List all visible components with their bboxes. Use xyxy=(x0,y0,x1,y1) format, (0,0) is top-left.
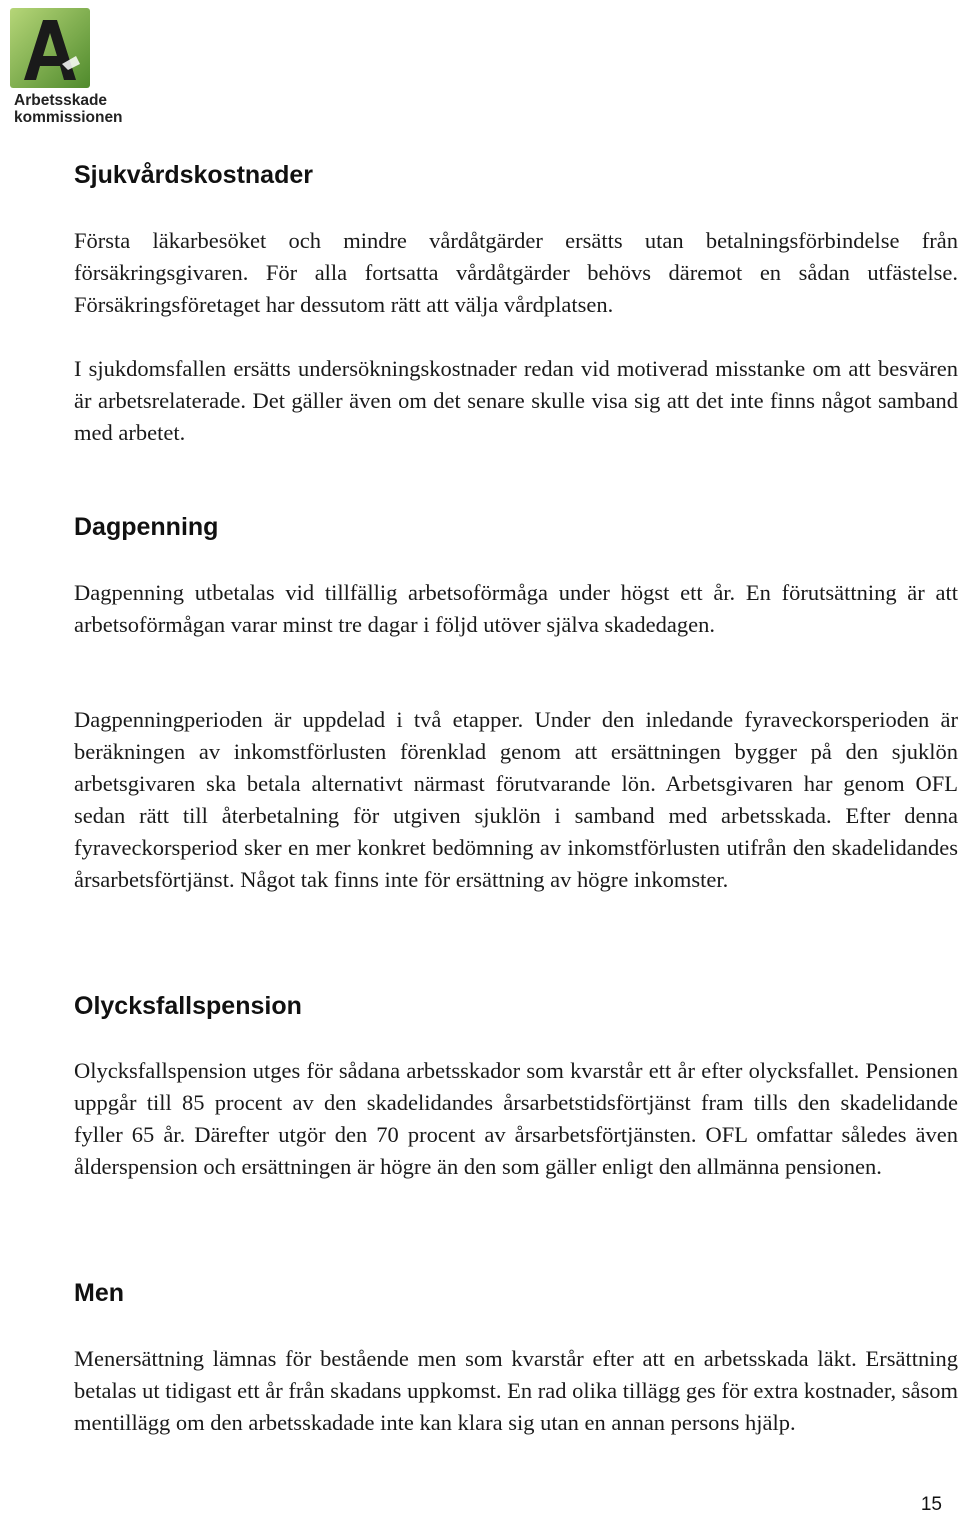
paragraph: Menersättning lämnas för bestående men som kvarstår efter att en arbetsskada läkt. Ersättning betalas ut tidigast ett år från skadans uppkomst. En rad olika tillägg ges för extra kostnader, såsom mentillägg om den arbetsskadade inte kan klara sig utan en annan persons hjälp. xyxy=(74,1346,958,1435)
arbetsskade-logo-icon xyxy=(10,8,90,90)
heading-sjukvardskostnader: Sjukvårdskostnader xyxy=(74,161,313,189)
paragraph: I sjukdomsfallen ersätts undersökningskostnader redan vid motiverad misstanke om att besvären är arbetsrelaterade. Det gäller även om det senare skulle visa sig att det inte finns något samband med arbetet. xyxy=(74,356,958,445)
heading-olycksfallspension: Olycksfallspension xyxy=(74,992,302,1020)
paragraph: Olycksfallspension utges för sådana arbetsskador som kvarstår ett år efter olycksfallet. Pensionen uppgår till 85 procent av den skadelidandes årsarbetstidsförtjänst fram tills den skadelidande fyller 65 år. Därefter utgör den 70 procent av årsarbetsförtjänsten. OFL omfattar således även ålderspension och ersättningen är högre än den som gäller enligt den allmänna pensionen. xyxy=(74,1058,958,1179)
logo-line-2: kommissionen xyxy=(14,109,123,126)
paragraph: Första läkarbesöket och mindre vårdåtgärder ersätts utan betalningsförbindelse från försäkringsgivaren. För alla fortsatta vårdåtgärder behövs däremot en sådan utfästelse. Försäkringsföretaget har dessutom rätt att välja vårdplatsen. xyxy=(74,228,958,317)
paragraph: Dagpenningperioden är uppdelad i två etapper. Under den inledande fyraveckorsperioden är beräkningen av inkomstförlusten förenklad genom att ersättningen bygger på den sjuklön arbetsgivaren ska betala alternativt närmast förutvarande lön. Arbetsgivaren har genom OFL sedan rätt till återbetalning för utgiven sjuklön i samband med arbetsskada. Efter denna fyraveckorsperiod sker en mer konkret bedömning av inkomstförlusten utifrån den skadelidandes årsarbetsförtjänst. Något tak finns inte för ersättning av högre inkomster. xyxy=(74,707,958,892)
heading-men: Men xyxy=(74,1279,124,1307)
logo xyxy=(10,8,150,126)
logo-line-1: Arbetsskade xyxy=(14,92,108,109)
heading-dagpenning: Dagpenning xyxy=(74,513,219,541)
paragraph: Dagpenning utbetalas vid tillfällig arbetsoförmåga under högst ett år. En förutsättning är att arbetsoförmågan varar minst tre dagar i följd utöver själva skadedagen. xyxy=(74,580,958,637)
page-number: 15 xyxy=(920,1494,942,1515)
